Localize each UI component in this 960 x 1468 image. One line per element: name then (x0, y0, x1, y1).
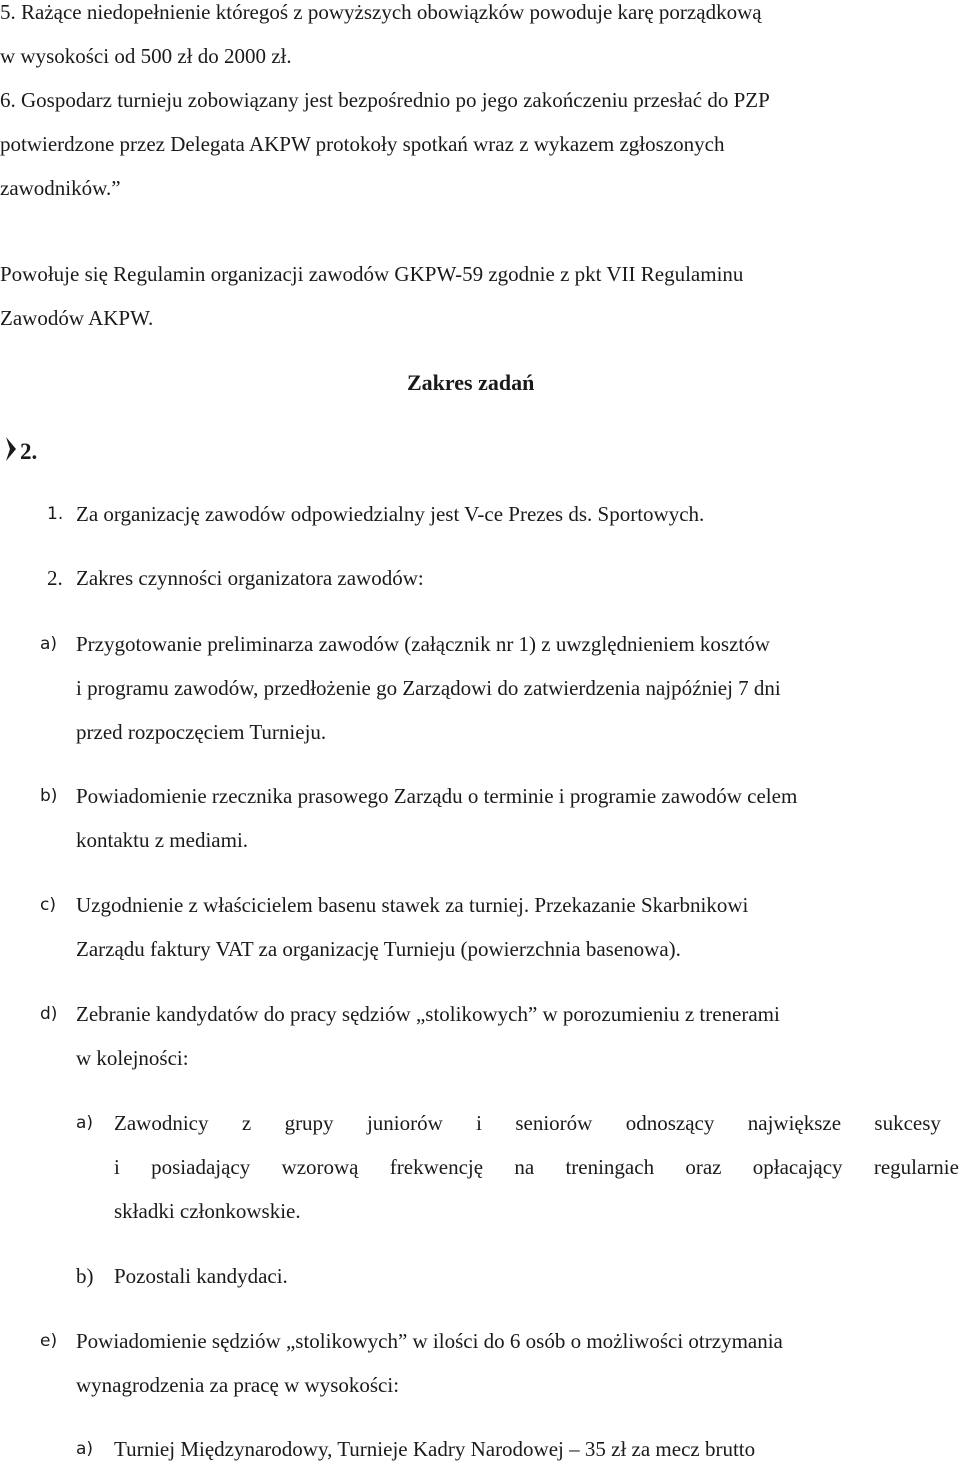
word: Zawodnicy (114, 1111, 209, 1135)
list-d-sub-a-label: a) (76, 1113, 94, 1133)
list-d-sub-a-line-1 (114, 1113, 941, 1134)
section-sign-icon (4, 437, 16, 461)
word: posiadający (151, 1155, 251, 1179)
word: wzorową (281, 1155, 359, 1179)
paragraph-6-line-3: zawodników.” (0, 176, 121, 200)
list-a-line-3: przed rozpoczęciem Turnieju. (76, 720, 327, 744)
word: największe (747, 1111, 842, 1135)
word: oraz (685, 1155, 722, 1179)
intro-line-1: Powołuje się Regulamin organizacji zawodów GKPW-59 zgodnie z pkt VII Regulaminu (0, 262, 744, 286)
word: opłacający (752, 1155, 843, 1179)
list-b-line-1: Powiadomienie rzecznika prasowego Zarządu o terminie i programie zawodów celem (76, 784, 798, 808)
paragraph-5-line-1: 5. Rażące niedopełnienie któregoś z powyższych obowiązków powoduje karę porządkową (0, 0, 762, 24)
list-a-line-2: i programu zawodów, przedłożenie go Zarządowi do zatwierdzenia najpóźniej 7 dni (76, 676, 781, 700)
list-a-label: a) (40, 634, 58, 654)
paragraph-6-line-2: potwierdzone przez Delegata AKPW protokoły spotkań wraz z wykazem zgłoszonych (0, 132, 725, 156)
paragraph-5-line-2: w wysokości od 500 zł do 2000 zł. (0, 44, 292, 68)
paragraph-6-line-1: 6. Gospodarz turnieju zobowiązany jest bezpośrednio po jego zakończeniu przesłać do PZP (0, 88, 770, 112)
word: grupy (284, 1111, 334, 1135)
word: i (476, 1111, 482, 1135)
list-e-sub-a-line-1: Turniej Międzynarodowy, Turnieje Kadry Narodowej – 35 zł za mecz brutto (114, 1437, 756, 1461)
word: na (514, 1155, 535, 1179)
word: seniorów (515, 1111, 593, 1135)
list-d-sub-a-line-2 (114, 1157, 959, 1178)
section-heading: Zakres zadań (407, 370, 535, 395)
word: i (114, 1155, 120, 1179)
list-d-label: d) (40, 1004, 58, 1024)
list-c-label: c) (40, 895, 56, 915)
list-c-line-2: Zarządu faktury VAT za organizację Turnieju (powierzchnia basenowa). (76, 937, 681, 961)
word: z (241, 1111, 252, 1135)
list-b-line-2: kontaktu z mediami. (76, 828, 249, 852)
word: juniorów (366, 1111, 443, 1135)
list-d-line-1: Zebranie kandydatów do pracy sędziów „stolikowych” w porozumieniu z trenerami (76, 1002, 780, 1026)
item-2-text: Zakres czynności organizatora zawodów: (76, 566, 424, 590)
word: sukcesy (874, 1111, 941, 1135)
list-c-line-1: Uzgodnienie z właścicielem basenu stawek za turniej. Przekazanie Skarbnikowi (76, 893, 749, 917)
item-2-number: 2. (47, 566, 63, 590)
word: odnoszący (625, 1111, 715, 1135)
list-e-label: e) (40, 1331, 58, 1351)
item-1-text: Za organizację zawodów odpowiedzialny jest V-ce Prezes ds. Sportowych. (76, 502, 705, 526)
item-1-number: 1. (47, 504, 64, 524)
list-e-sub-a-label: a) (76, 1439, 94, 1459)
list-e-line-2: wynagrodzenia za pracę w wysokości: (76, 1373, 400, 1397)
word: treningach (565, 1155, 655, 1179)
list-d-sub-a-line-3: składki członkowskie. (114, 1199, 301, 1223)
intro-line-2: Zawodów AKPW. (0, 306, 154, 330)
word: frekwencję (389, 1155, 484, 1179)
list-d-sub-b-line-1: Pozostali kandydaci. (114, 1264, 288, 1288)
list-d-line-2: w kolejności: (76, 1046, 189, 1070)
list-a-line-1: Przygotowanie preliminarza zawodów (załącznik nr 1) z uwzględnieniem kosztów (76, 632, 770, 656)
section-number: 2. (20, 439, 38, 464)
word: regularnie (873, 1155, 959, 1179)
list-d-sub-b-label: b) (76, 1264, 94, 1288)
list-e-line-1: Powiadomienie sędziów „stolikowych” w ilości do 6 osób o możliwości otrzymania (76, 1329, 783, 1353)
list-b-label: b) (40, 786, 58, 806)
